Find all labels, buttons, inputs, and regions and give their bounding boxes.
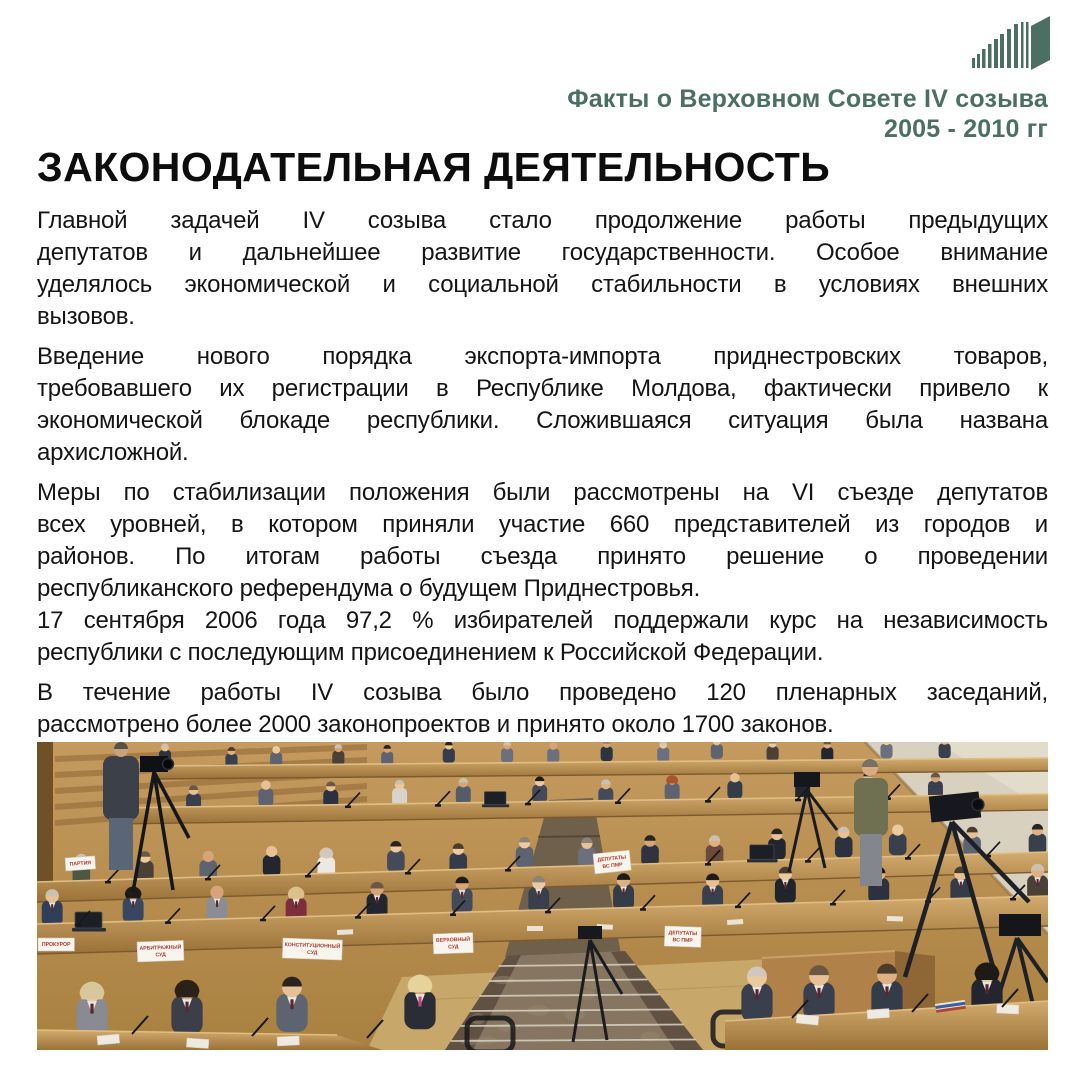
paragraph-line: уделялось экономической и социальной стабильности в условиях внешних bbox=[37, 271, 1048, 298]
assembly-hall-photo bbox=[37, 742, 1048, 1050]
paragraph-line: районов. По итогам работы съезда принято решение о проведении bbox=[37, 543, 1048, 570]
paragraph bbox=[37, 477, 1048, 669]
paragraph-line: вызовов. bbox=[37, 303, 135, 330]
page-title: ЗАКОНОДАТЕЛЬНАЯ ДЕЯТЕЛЬНОСТЬ bbox=[37, 144, 831, 190]
svg-text:ДЕПУТАТЫ: ДЕПУТАТЫ bbox=[668, 930, 698, 938]
svg-text:СУД: СУД bbox=[306, 949, 318, 957]
svg-text:СУД: СУД bbox=[155, 952, 166, 959]
assembly-hall-illustration bbox=[37, 742, 1048, 1050]
svg-text:АРБИТРАЖНЫЙ: АРБИТРАЖНЫЙ bbox=[139, 944, 182, 952]
paragraph-line: республиканского референдума о будущем Приднестровья. bbox=[37, 575, 701, 602]
paragraph-line: архисложной. bbox=[37, 439, 189, 466]
svg-text:КОНСТИТУЦИОННЫЙ: КОНСТИТУЦИОННЫЙ bbox=[284, 942, 341, 951]
paragraph-line: всех уровней, в котором приняли участие 660 представителей из городов и bbox=[37, 511, 1048, 538]
svg-text:ВС ПМР: ВС ПМР bbox=[672, 937, 693, 944]
paragraph-line: требовавшего их регистрации в Республике Молдова, фактически привело к bbox=[37, 375, 1048, 402]
svg-text:ВЕРХОВНЫЙ: ВЕРХОВНЫЙ bbox=[435, 936, 471, 944]
svg-text:СУД: СУД bbox=[448, 944, 459, 951]
paragraph-line: депутатов и дальнейшее развитие государственности. Особое внимание bbox=[37, 239, 1048, 266]
paragraph-line: Главной задачей IV созыва стало продолжение работы предыдущих bbox=[37, 207, 1048, 234]
svg-text:ПРОКУРОР: ПРОКУРОР bbox=[41, 942, 71, 948]
supreme-council-logo-icon bbox=[970, 14, 1050, 76]
header-line1: Факты о Верховном Совете IV созыва bbox=[567, 85, 1048, 113]
paragraph-line: В течение работы IV созыва было проведено 120 пленарных заседаний, bbox=[37, 679, 1048, 706]
header-line2: 2005 - 2010 гг bbox=[883, 115, 1048, 143]
svg-text:ВС ПМР: ВС ПМР bbox=[602, 861, 623, 871]
paragraph bbox=[37, 677, 1048, 741]
paragraph-line: экономической блокаде республики. Сложившаяся ситуация была названа bbox=[37, 407, 1048, 434]
paragraph bbox=[37, 341, 1048, 469]
header-caption bbox=[567, 84, 1048, 144]
body-text bbox=[37, 205, 1048, 741]
paragraph-line: Введение нового порядка экспорта-импорта приднестровских товаров, bbox=[37, 343, 1048, 370]
paragraph-line: 17 сентября 2006 года 97,2 % избирателей поддержали курс на независимость bbox=[37, 607, 1048, 634]
logo-graphic bbox=[970, 14, 1050, 76]
paragraph-line: Меры по стабилизации положения были рассмотрены на VI съезде депутатов bbox=[37, 479, 1048, 506]
paragraph bbox=[37, 205, 1048, 333]
svg-text:ПАРТИЯ: ПАРТИЯ bbox=[69, 860, 92, 868]
svg-text:ДЕПУТАТЫ: ДЕПУТАТЫ bbox=[597, 854, 627, 864]
paragraph-line: рассмотрено более 2000 законопроектов и принято около 1700 законов. bbox=[37, 711, 834, 738]
paragraph-line: республики с последующим присоединением к Российской Федерации. bbox=[37, 639, 824, 666]
